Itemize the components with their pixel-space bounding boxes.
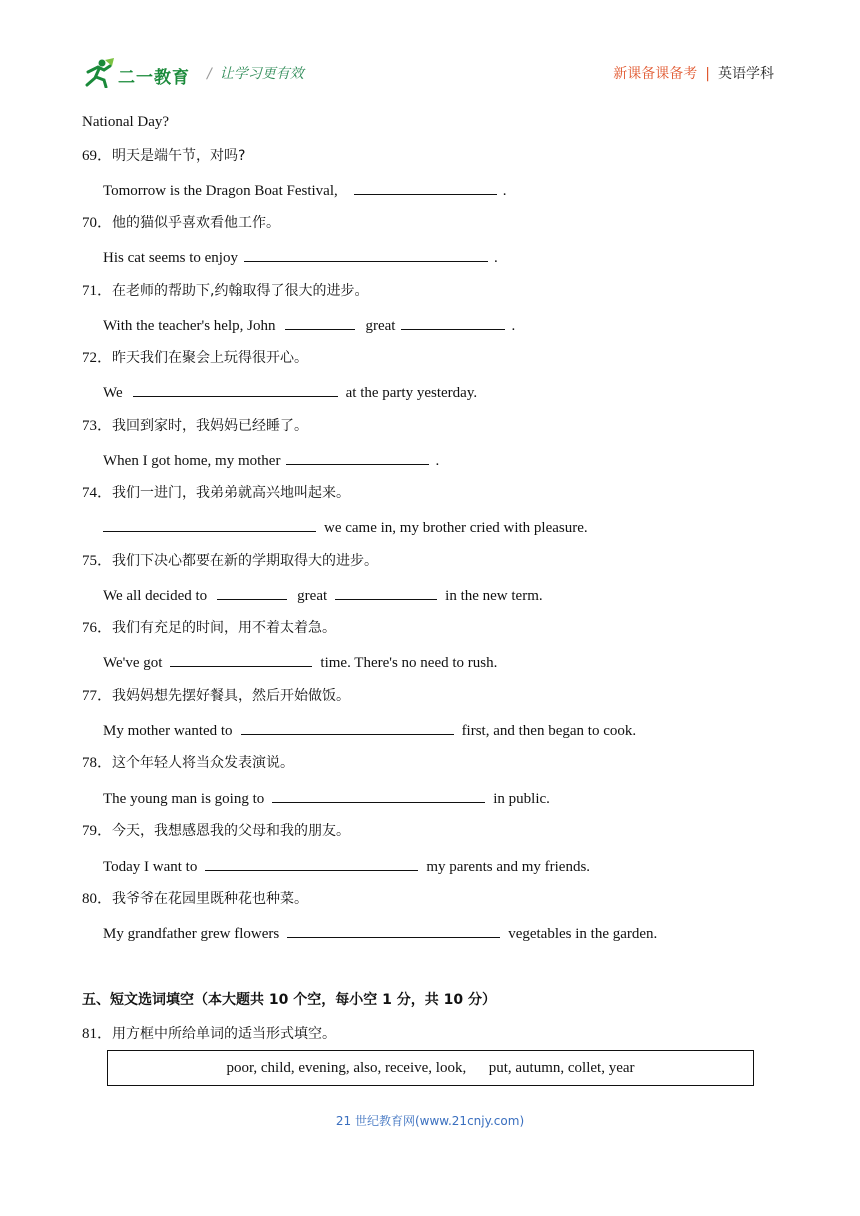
item-76-en: We've got time. There's no need to rush.	[103, 652, 497, 673]
course-label: 新课备课备考	[613, 66, 698, 82]
item-76-zh: 76．我们有充足的时间，用不着太着急。	[82, 620, 337, 636]
running-man-icon	[82, 58, 116, 88]
item-79-zh: 79．今天，我想感恩我的父母和我的朋友。	[82, 823, 351, 839]
answer-blank[interactable]	[217, 585, 287, 600]
item-80-en: My grandfather grew flowers vegetables in the garden.	[103, 923, 657, 944]
item-70-en: His cat seems to enjoy .	[103, 247, 498, 268]
item-69-en: Tomorrow is the Dragon Boat Festival, .	[103, 180, 507, 201]
item-75-en: We all decided to great in the new term.	[103, 585, 543, 606]
page-header	[82, 56, 774, 90]
item-72-en: We at the party yesterday.	[103, 382, 477, 403]
answer-blank[interactable]	[272, 788, 485, 803]
answer-blank[interactable]	[287, 923, 500, 938]
item-74-zh: 74．我们一进门，我弟弟就高兴地叫起来。	[82, 485, 351, 501]
answer-blank[interactable]	[354, 180, 497, 195]
item-71-zh: 71．在老师的帮助下,约翰取得了很大的进步。	[82, 283, 369, 299]
item-69-zh: 69．明天是端午节，对吗?	[82, 148, 246, 164]
slogan-text: 让学习更有效	[219, 66, 304, 82]
item-75-zh: 75．我们下决心都要在新的学期取得大的进步。	[82, 553, 379, 569]
answer-blank[interactable]	[285, 315, 355, 330]
slogan-slash: /	[207, 66, 212, 82]
answer-blank[interactable]	[244, 247, 488, 262]
answer-blank[interactable]	[241, 720, 454, 735]
item-73-en: When I got home, my mother .	[103, 450, 439, 471]
header-divider: |	[705, 66, 710, 82]
item-73-zh: 73．我回到家时，我妈妈已经睡了。	[82, 418, 309, 434]
item-71-en: With the teacher's help, John great .	[103, 315, 515, 336]
item-79-en: Today I want to my parents and my friends.	[103, 856, 590, 877]
item-70-zh: 70．他的猫似乎喜欢看他工作。	[82, 215, 281, 231]
answer-blank[interactable]	[335, 585, 437, 600]
item-77-zh: 77．我妈妈想先摆好餐具，然后开始做饭。	[82, 688, 351, 704]
answer-blank[interactable]	[205, 856, 418, 871]
section-heading: 五、短文选词填空（本大题共 10 个空，每小空 1 分，共 10 分）	[82, 992, 496, 1008]
page-footer: 21 世纪教育网(www.21cnjy.com)	[335, 1114, 525, 1128]
word-bank: poor, child, evening, also, receive, look, put, autumn, collet, year	[226, 1060, 635, 1076]
item-74-en: we came in, my brother cried with pleasure.	[103, 517, 588, 538]
answer-blank[interactable]	[286, 450, 429, 465]
item-78-zh: 78．这个年轻人将当众发表演说。	[82, 755, 295, 771]
subject-label: 英语学科	[718, 66, 774, 82]
item-81-zh: 81．用方框中所给单词的适当形式填空。	[82, 1026, 337, 1042]
slogan	[207, 63, 304, 83]
answer-blank[interactable]	[401, 315, 505, 330]
word-bank-box	[107, 1050, 754, 1086]
item-77-en: My mother wanted to first, and then began to cook.	[103, 720, 636, 741]
item-78-en: The young man is going to in public.	[103, 788, 550, 809]
answer-blank[interactable]	[170, 652, 312, 667]
brand-logo	[82, 58, 192, 88]
item-72-zh: 72．昨天我们在聚会上玩得很开心。	[82, 350, 309, 366]
item-80-zh: 80．我爷爷在花园里既种花也种菜。	[82, 891, 309, 907]
header-right	[613, 63, 774, 83]
brand-name: 二一教育	[118, 68, 190, 88]
answer-blank[interactable]	[103, 517, 316, 532]
answer-blank[interactable]	[133, 382, 338, 397]
top-fragment: National Day?	[82, 114, 170, 130]
